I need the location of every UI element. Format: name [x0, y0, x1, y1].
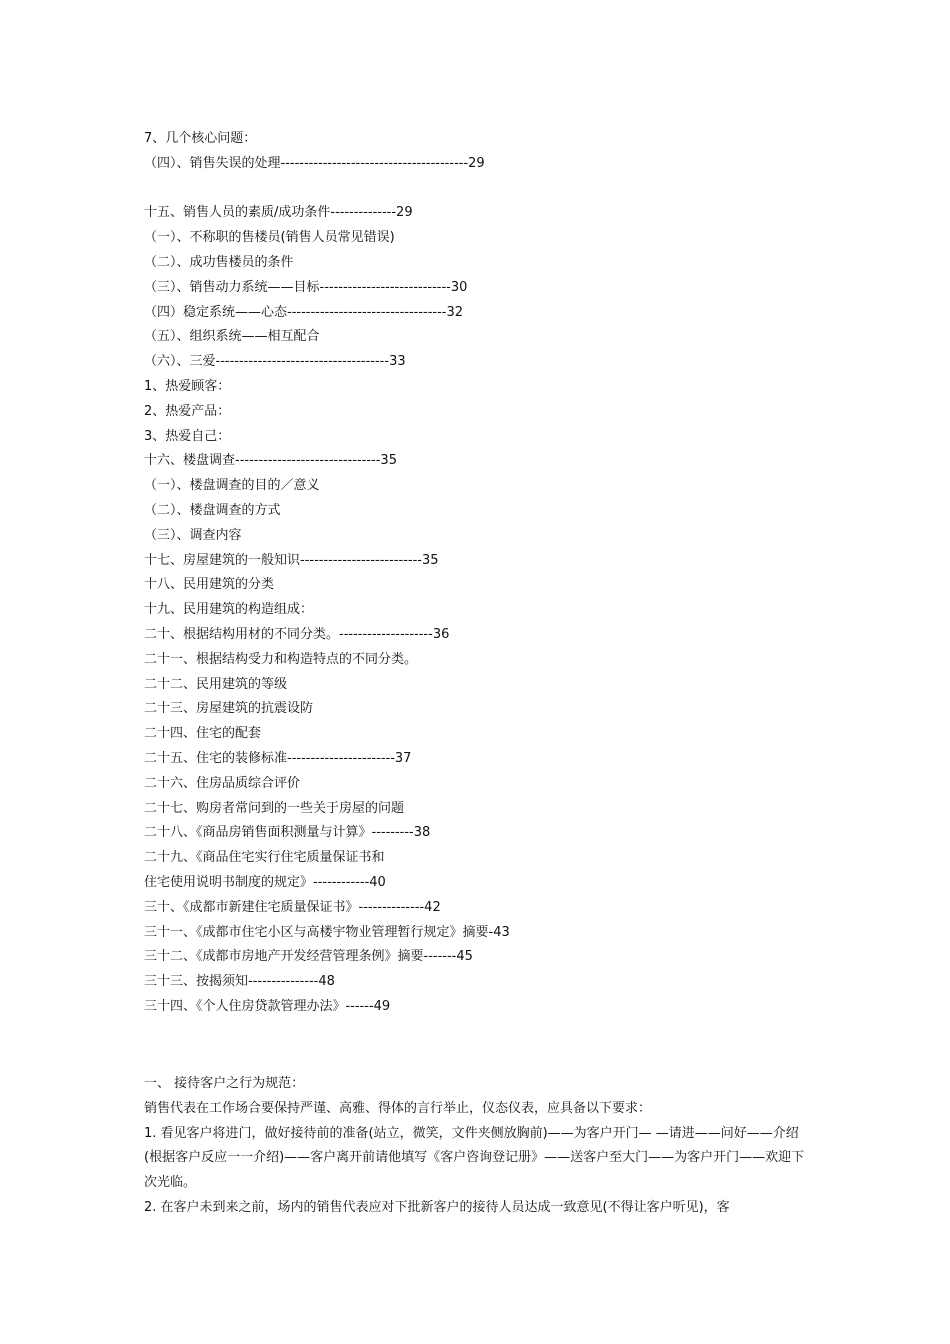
toc-entry: 1、热爱顾客： — [144, 378, 231, 394]
toc-entry: （二）、楼盘调查的方式 — [144, 502, 281, 518]
toc-entry: （一）、不称职的售楼员(销售人员常见错误) — [144, 230, 395, 246]
toc-entry: 三十二、《成都市房地产开发经营管理条例》摘要-------45 — [144, 949, 473, 965]
toc-entry: 三十一、《成都市住宅小区与高楼宇物业管理暂行规定》摘要-43 — [144, 924, 510, 940]
toc-entry: 二十一、根据结构受力和构造特点的不同分类。 — [144, 651, 418, 667]
toc-entry: 住宅使用说明书制度的规定》------------40 — [144, 874, 386, 890]
toc-entry: （二）、成功售楼员的条件 — [144, 254, 294, 270]
rule-item-2: 2. 在客户未到来之前，场内的销售代表应对下批新客户的接待人员达成一致意见(不得让客户听见)，客 — [144, 1199, 730, 1215]
toc-entry: 二十二、民用建筑的等级 — [144, 676, 288, 692]
toc-entry: 7、几个核心问题： — [144, 131, 257, 146]
toc-entry: 十八、民用建筑的分类 — [144, 577, 275, 593]
section-heading: 一、 接待客户之行为规范： — [144, 1076, 305, 1091]
toc-entry: 二十六、住房品质综合评价 — [144, 775, 301, 791]
toc-entry: 十九、民用建筑的构造组成： — [144, 602, 314, 618]
rule-item-1: 1. 看见客户将进门，做好接待前的准备(站立，微笑，文件夹侧放胸前)——为客户开门— —请进——问好——介绍(根据客户反应一一介绍)——客户离开前请他填写《客户咨询登记册》——送客户至大门——为客户开门——欢迎下次光临。 — [144, 1125, 805, 1191]
table-of-contents — [144, 127, 824, 1020]
toc-entry: （三）、调查内容 — [144, 527, 242, 543]
toc-entry: 2、热爱产品： — [144, 403, 231, 419]
toc-entry: 3、热爱自己： — [144, 428, 231, 444]
toc-entry: （一）、楼盘调查的目的／意义 — [144, 478, 320, 494]
toc-entry: 三十四、《个人住房贷款管理办法》------49 — [144, 998, 391, 1014]
toc-entry: 二十九、《商品住宅实行住宅质量保证书和 — [144, 850, 385, 866]
toc-entry: 三十、《成都市新建住宅质量保证书》--------------42 — [144, 899, 441, 915]
toc-entry: 三十三、按揭须知---------------48 — [144, 974, 335, 990]
toc-entry: 二十七、购房者常问到的一些关于房屋的问题 — [144, 800, 405, 816]
toc-entry: （四）稳定系统——心态----------------------------------32 — [144, 304, 464, 320]
toc-entry: 二十三、房屋建筑的抗震设防 — [144, 701, 314, 717]
toc-entry: （四）、销售失误的处理----------------------------------------29 — [144, 155, 485, 171]
toc-entry: 二十八、《商品房销售面积测量与计算》---------38 — [144, 825, 431, 841]
toc-entry: （六）、三爱-------------------------------------33 — [144, 354, 406, 370]
toc-entry: 十五、销售人员的素质/成功条件--------------29 — [144, 205, 413, 221]
toc-entry: （五）、组织系统——相互配合 — [144, 329, 320, 345]
toc-entry: 十六、楼盘调查-------------------------------35 — [144, 453, 397, 469]
spacer — [144, 177, 824, 202]
toc-entry: 十七、房屋建筑的一般知识--------------------------35 — [144, 552, 439, 568]
toc-entry: 二十四、住宅的配套 — [144, 726, 262, 742]
toc-entry: （三）、销售动力系统——目标----------------------------30 — [144, 279, 468, 295]
section-intro: 销售代表在工作场合要保持严谨、高雅、得体的言行举止，仪态仪表，应具备以下要求： — [144, 1100, 652, 1116]
toc-entry: 二十五、住宅的装修标准-----------------------37 — [144, 750, 412, 766]
toc-entry: 二十、根据结构用材的不同分类。--------------------36 — [144, 626, 450, 642]
section-body — [144, 1072, 814, 1221]
